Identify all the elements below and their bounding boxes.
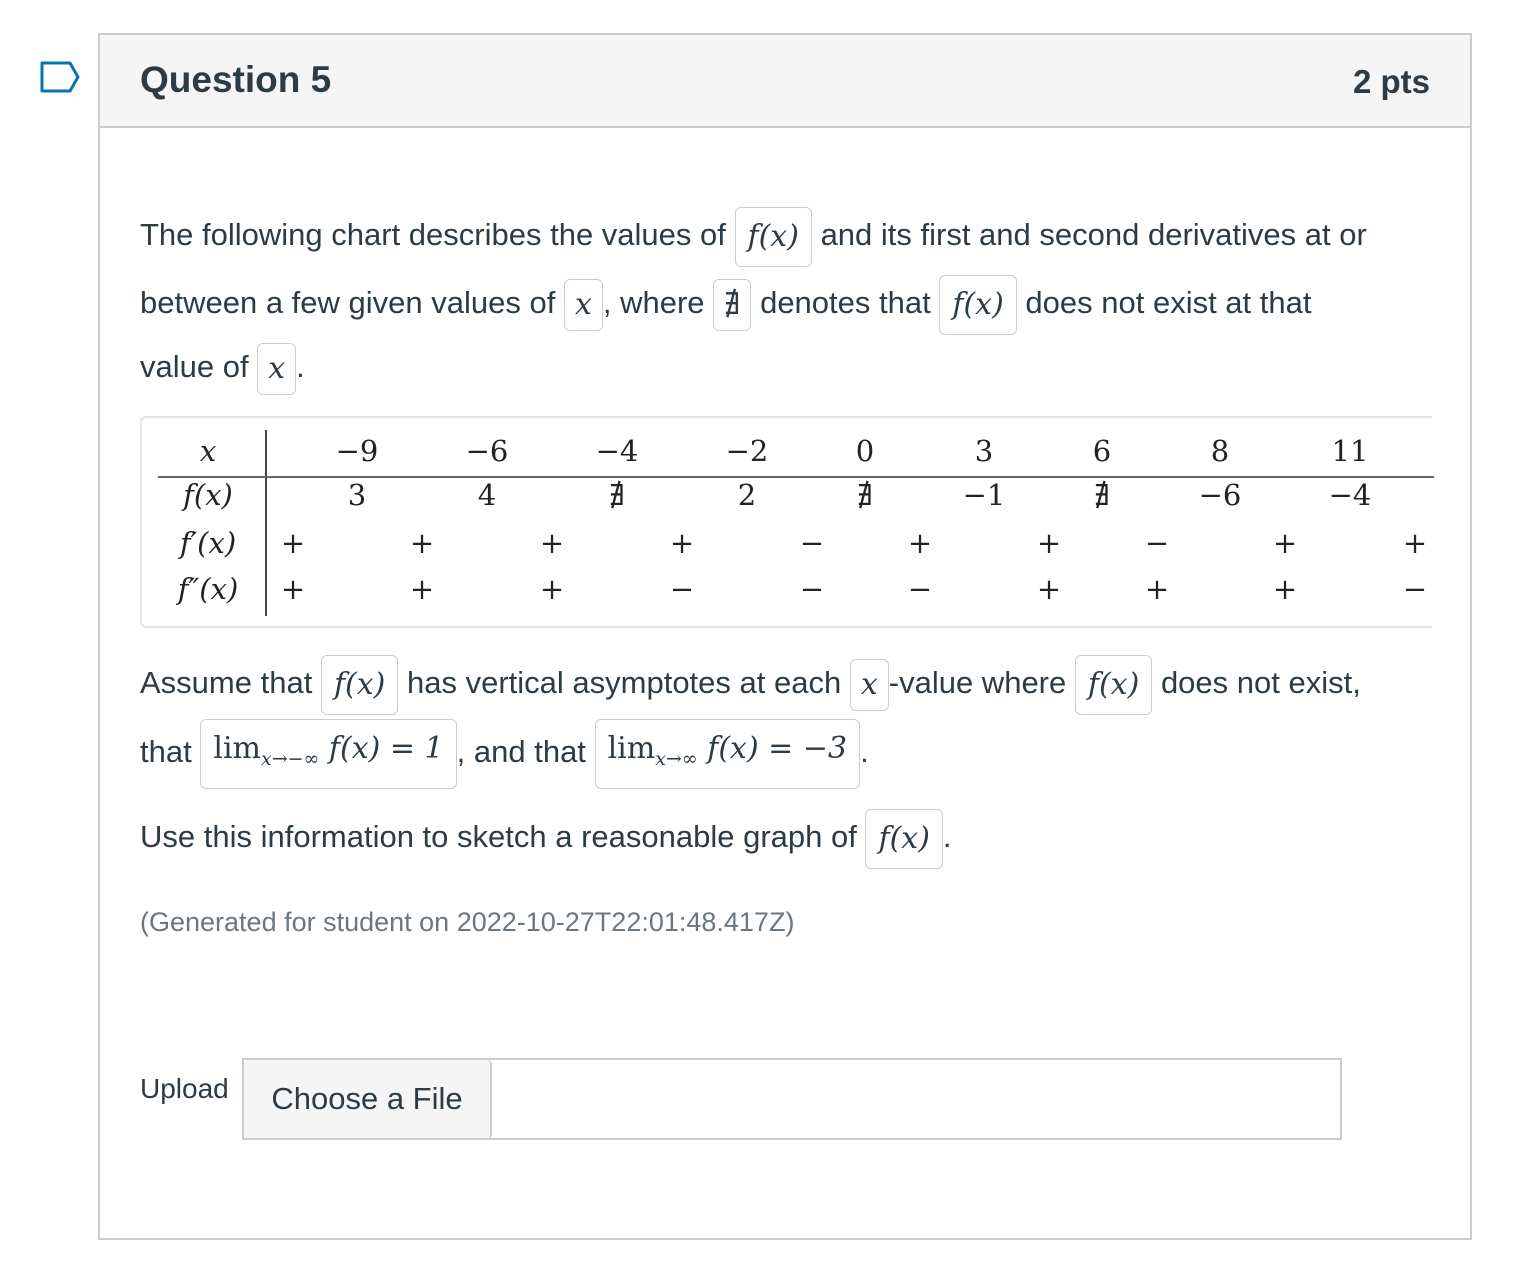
f-double-prime-sign-cell: + — [1036, 572, 1062, 606]
instruction-line: Use this information to sketch a reasonable graph of f(x) . — [140, 809, 952, 869]
x-value-cell: −9 — [335, 434, 379, 468]
sign-chart — [142, 418, 1434, 630]
question-header — [100, 35, 1470, 128]
f-prime-sign-cell: + — [539, 526, 565, 560]
intro-line-1: The following chart describes the values of f(x) and its first and second derivatives at or — [140, 207, 1367, 267]
row-label: f″(x) — [177, 572, 239, 606]
f-prime-sign-cell: + — [409, 526, 435, 560]
question-title: Question 5 — [140, 59, 332, 100]
x-value-cell: 8 — [1210, 434, 1230, 468]
x-value-cell: 0 — [855, 434, 875, 468]
f-prime-sign-cell: + — [1036, 526, 1062, 560]
math-fx: f(x) — [735, 207, 812, 267]
x-value-cell: −2 — [725, 434, 769, 468]
x-value-cell: −4 — [595, 434, 639, 468]
math-not-exists: ∄ — [713, 279, 751, 331]
math-limit-neg-inf: $\lim_{x\to-\infty} f(x) = 1$ — [200, 719, 456, 789]
f-prime-sign-cell: − — [799, 526, 825, 560]
intro-line-3: value of x . — [140, 343, 305, 395]
f-double-prime-sign-cell: − — [907, 572, 933, 606]
x-value-cell: 3 — [974, 434, 994, 468]
row-label: f(x) — [183, 478, 233, 512]
f-prime-sign-cell: + — [1272, 526, 1298, 560]
math-fx: f(x) — [939, 275, 1016, 335]
assume-line-1: Assume that f(x) has vertical asymptotes at each x -value where f(x) does not exist, — [140, 655, 1361, 715]
math-fx: f(x) — [865, 809, 942, 869]
math-limit-pos-inf: $\lim_{x\to\infty} f(x) = -3$ — [595, 719, 861, 789]
upload-field[interactable] — [242, 1058, 1342, 1140]
f-prime-sign-cell: + — [669, 526, 695, 560]
math-fx: f(x) — [321, 655, 398, 715]
choose-file-button[interactable]: Choose a File — [244, 1060, 492, 1138]
math-x: x — [850, 659, 889, 711]
f-value-cell: −4 — [1328, 478, 1372, 512]
x-value-cell: −6 — [465, 434, 509, 468]
f-prime-sign-cell: + — [1402, 526, 1428, 560]
f-double-prime-sign-cell: − — [799, 572, 825, 606]
question-card — [98, 33, 1472, 1240]
f-value-cell: 3 — [347, 478, 367, 512]
f-value-cell: ∄ — [857, 478, 873, 512]
f-prime-sign-cell: − — [1144, 526, 1170, 560]
f-prime-sign-cell: + — [907, 526, 933, 560]
math-x: x — [564, 279, 603, 331]
f-value-cell: −1 — [962, 478, 1006, 512]
f-value-cell: ∄ — [609, 478, 625, 512]
upload-label: Upload — [140, 1073, 229, 1104]
generated-timestamp: (Generated for student on 2022-10-27T22:01:48.417Z) — [140, 907, 795, 937]
sign-chart-table — [140, 416, 1432, 628]
assume-line-2: that $\lim_{x\to-\infty} f(x) = 1$ , and that $\lim_{x\to\infty} f(x) = -3$ . — [140, 719, 869, 789]
f-prime-sign-cell: + — [280, 526, 306, 560]
f-value-cell: ∄ — [1094, 478, 1110, 512]
f-value-cell: 4 — [477, 478, 497, 512]
flag-question-icon[interactable] — [40, 61, 80, 93]
table-vertical-rule — [265, 430, 267, 616]
f-double-prime-sign-cell: − — [669, 572, 695, 606]
f-value-cell: −6 — [1198, 478, 1242, 512]
f-double-prime-sign-cell: + — [409, 572, 435, 606]
question-points: 2 pts — [1352, 63, 1430, 100]
x-value-cell: 6 — [1092, 434, 1112, 468]
f-double-prime-sign-cell: + — [1272, 572, 1298, 606]
row-label: x — [199, 434, 217, 468]
f-value-cell: 2 — [737, 478, 757, 512]
row-label: f′(x) — [179, 526, 237, 560]
math-fx: f(x) — [1075, 655, 1152, 715]
f-double-prime-sign-cell: + — [1144, 572, 1170, 606]
f-double-prime-sign-cell: − — [1402, 572, 1428, 606]
x-value-cell: 11 — [1331, 434, 1369, 468]
f-double-prime-sign-cell: + — [539, 572, 565, 606]
intro-line-2: between a few given values of x , where ∄ denotes that f(x) does not exist at that — [140, 275, 1311, 335]
f-double-prime-sign-cell: + — [280, 572, 306, 606]
math-x: x — [257, 343, 296, 395]
